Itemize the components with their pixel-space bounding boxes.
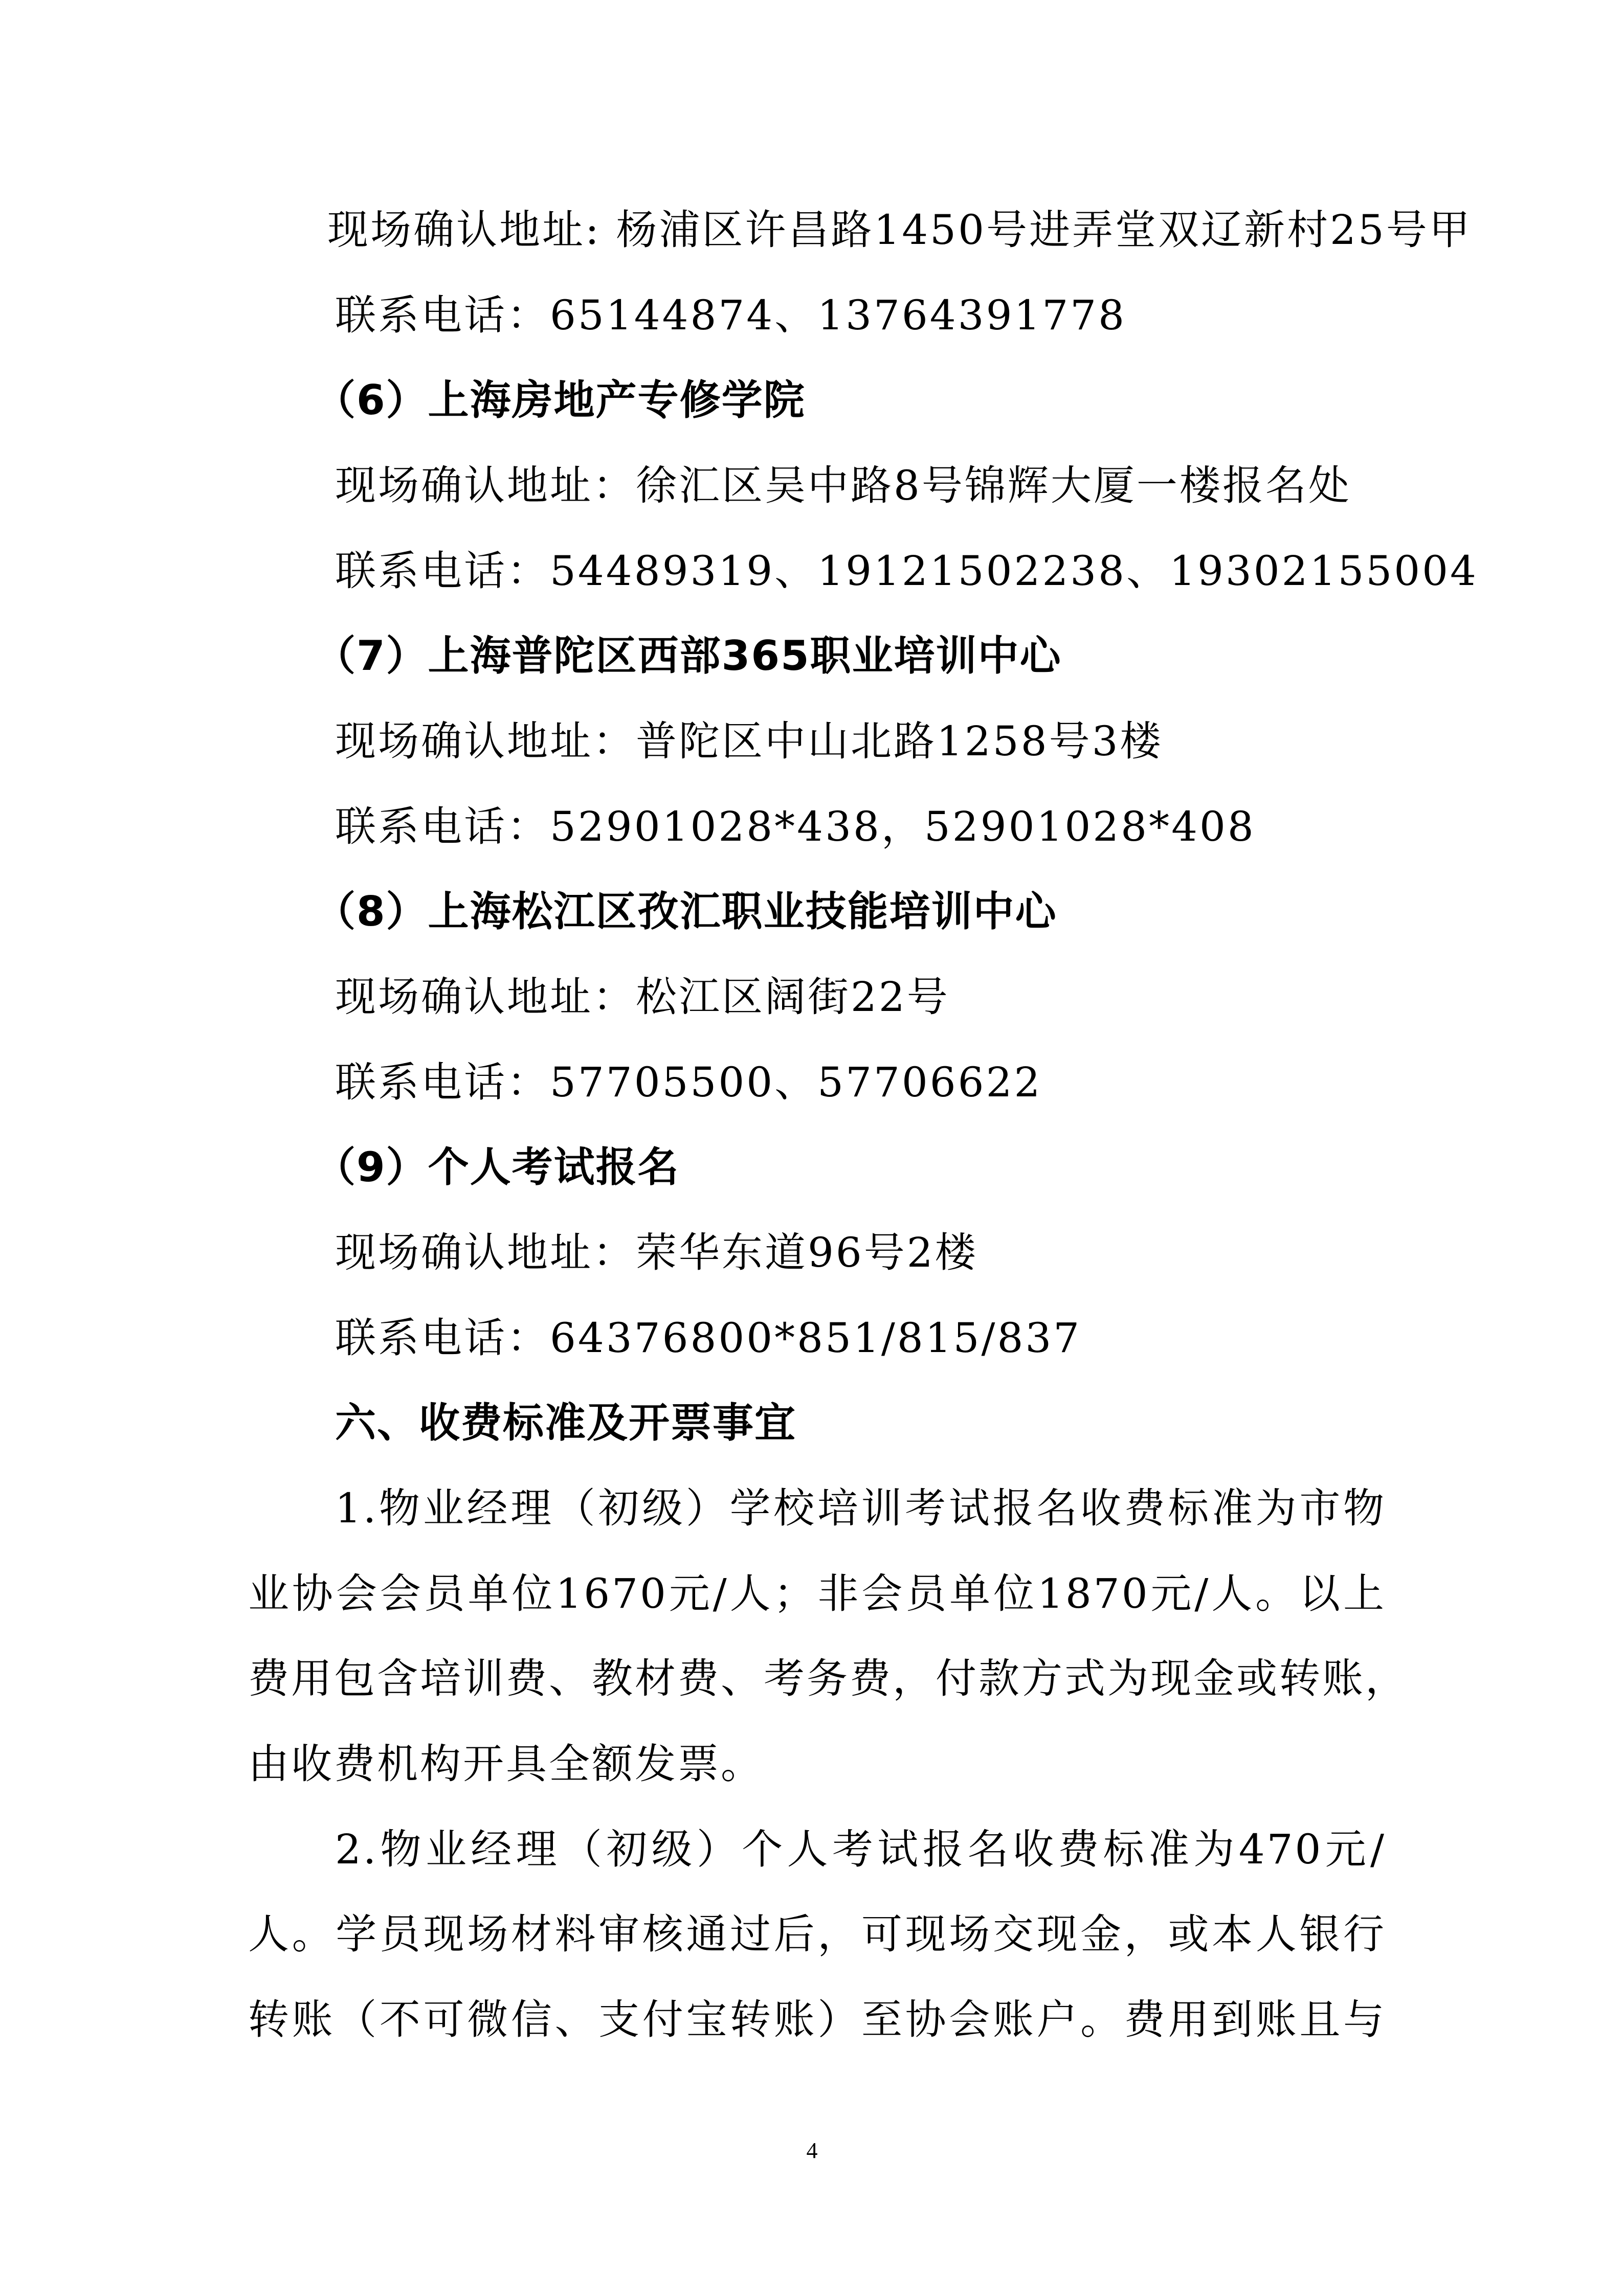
paragraph-2-line-1: 2.物业经理（初级）个人考试报名收费标准为470元/ [335,1826,1386,1873]
address-line-item-8: 现场确认地址：松江区阔街22号 [335,973,950,1021]
paragraph-1-line-3: 费用包含培训费、教材费、考务费，付款方式为现金或转账， [248,1655,1408,1702]
paragraph-2-line-2: 人。学员现场材料审核通过后，可现场交现金，或本人银行 [248,1910,1386,1958]
paragraph-1-line-1: 1.物业经理（初级）学校培训考试报名收费标准为市物 [335,1484,1386,1532]
address-line-yangpu: 现场确认地址: 杨浦区许昌路1450号进弄堂双辽新村25号甲 [327,206,1472,254]
paragraph-1-line-2: 业协会会员单位1670元/人；非会员单位1870元/人。以上 [248,1570,1386,1617]
paragraph-1-line-4: 由收费机构开具全额发票。 [248,1740,764,1788]
page-number: 4 [806,2138,818,2163]
heading-item-9: （9）个人考试报名 [315,1143,680,1191]
heading-item-6: （6）上海房地产专修学院 [315,376,806,424]
address-line-item-9: 现场确认地址：荣华东道96号2楼 [335,1229,978,1276]
section-heading-fees: 六、收费标准及开票事宜 [335,1399,796,1447]
address-line-item-7: 现场确认地址：普陀区中山北路1258号3楼 [335,717,1163,765]
heading-item-7: （7）上海普陀区西部365职业培训中心 [315,632,1062,680]
phone-line-item-6: 联系电话：54489319、19121502238、19302155004 [335,547,1478,595]
paragraph-2-line-3: 转账（不可微信、支付宝转账）至协会账户。费用到账且与 [248,1996,1386,2043]
heading-item-8: （8）上海松江区孜汇职业技能培训中心 [315,888,1057,935]
phone-line-item-8: 联系电话：57705500、57706622 [335,1059,1042,1106]
phone-line-item-7: 联系电话：52901028*438，52901028*408 [335,803,1256,850]
phone-line-yangpu: 联系电话：65144874、13764391778 [335,291,1127,339]
phone-line-item-9: 联系电话：64376800*851/815/837 [335,1314,1082,1362]
address-line-item-6: 现场确认地址：徐汇区吴中路8号锦辉大厦一楼报名处 [335,462,1351,509]
